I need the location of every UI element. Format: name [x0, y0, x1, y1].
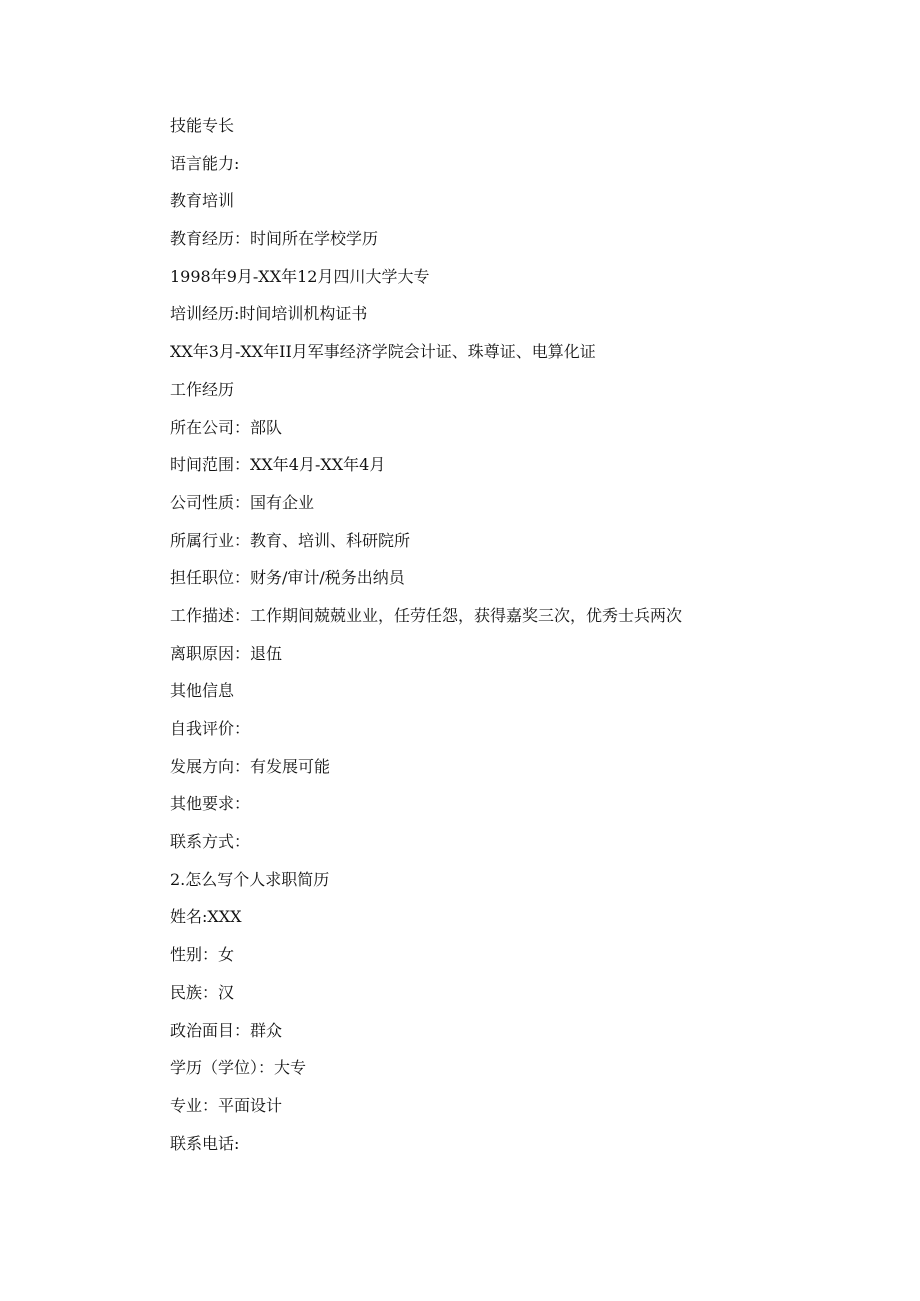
- text-line: 其他要求：: [170, 794, 251, 814]
- text-line: 公司性质：国有企业: [170, 492, 315, 512]
- text-line: 性别：女: [170, 945, 235, 965]
- section-heading-work: 工作经历: [170, 379, 235, 399]
- text-line: 离职原因：退伍: [170, 643, 283, 663]
- document-body: [170, 110, 870, 1165]
- text-line: 自我评价：: [170, 719, 251, 738]
- text-line: 教育经历：时间所在学校学历: [170, 229, 379, 249]
- text-line: 学历（学位）：大专: [170, 1058, 307, 1078]
- section-heading-education: 教育培训: [170, 191, 235, 211]
- text-line: 担任职位：财务/审计/税务出纳员: [170, 568, 405, 588]
- text-line: 所属行业：教育、培训、科研院所: [170, 530, 411, 550]
- section-heading-other: 其他信息: [170, 681, 235, 701]
- text-line: 时间范围：XX年4月-XX年4月: [170, 455, 386, 475]
- text-line: 语言能力:: [170, 153, 240, 173]
- text-line: 联系方式：: [170, 832, 251, 852]
- text-line: XX年3月-XX年II月军事经济学院会计证、珠尊证、电算化证: [170, 342, 596, 362]
- text-line: 专业：平面设计: [170, 1095, 283, 1115]
- text-line: 培训经历:时间培训机构证书: [170, 304, 368, 324]
- text-line: 1998年9月-XX年12月四川大学大专: [170, 266, 430, 286]
- text-line: 民族：汉: [170, 982, 235, 1002]
- text-line: 发展方向：有发展可能: [170, 756, 331, 776]
- text-line: 工作描述：工作期间兢兢业业，任劳任怨，获得嘉奖三次，优秀士兵两次: [170, 605, 683, 625]
- text-line: 所在公司：部队: [170, 417, 283, 437]
- text-line: 联系电话:: [170, 1133, 240, 1153]
- section-heading-resume: 2.怎么写个人求职简历: [170, 869, 330, 889]
- text-line: 政治面目：群众: [170, 1020, 283, 1040]
- text-line: 姓名:XXX: [170, 907, 242, 927]
- section-heading-skills: 技能专长: [170, 116, 235, 135]
